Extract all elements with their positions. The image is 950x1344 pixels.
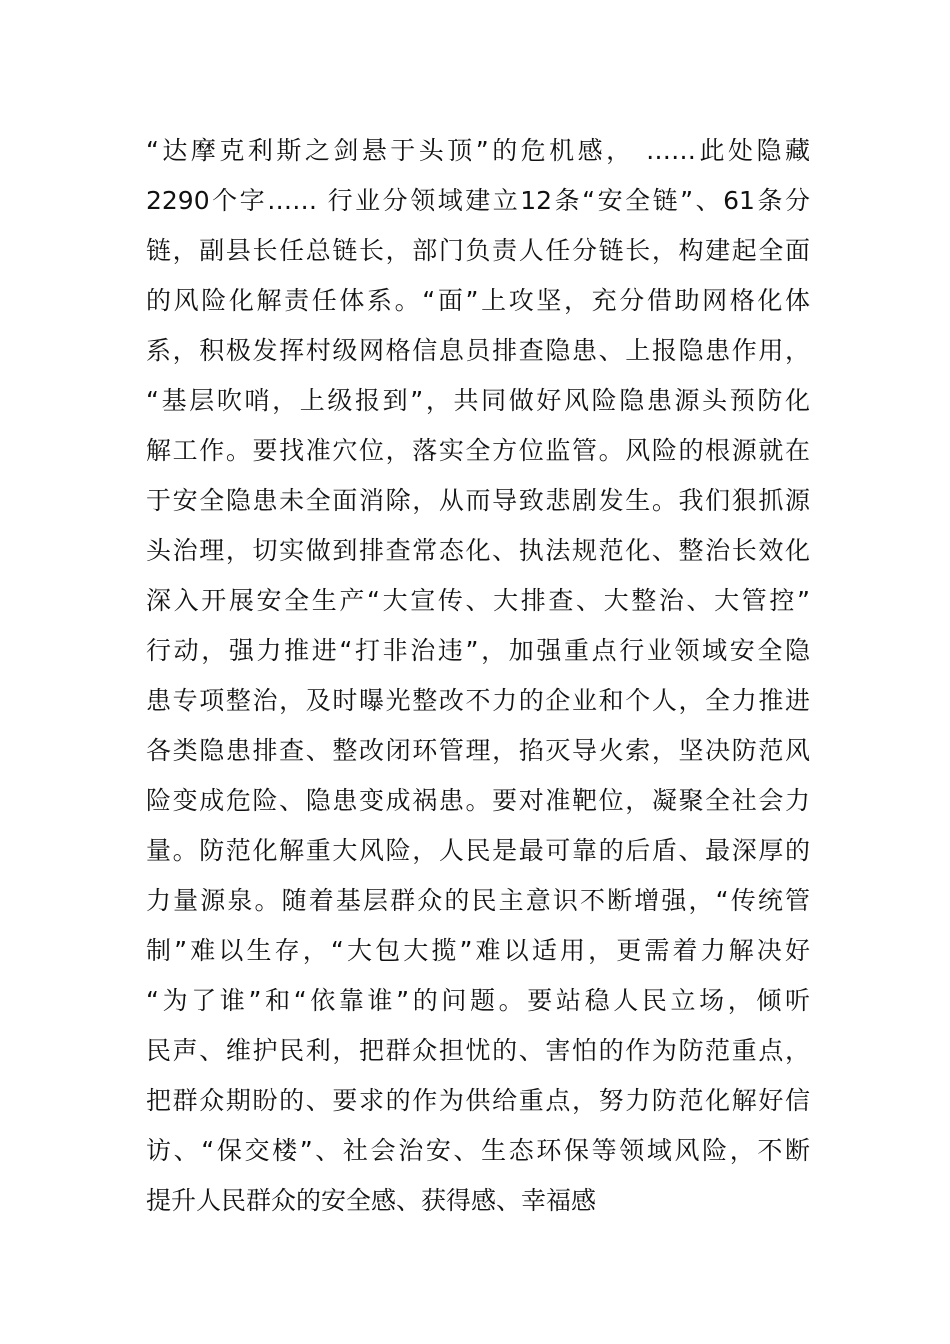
text-line-10: 深入开展安全生产“大宣传、大排查、大整治、大管控”	[146, 586, 810, 615]
text-line-21: 访、“保交楼”、社会治安、生态环保等领域风险，不断	[146, 1136, 810, 1165]
text-line-18: “为了谁”和“依靠谁”的问题。要站稳人民立场，倾听	[146, 986, 810, 1015]
text-line-19: 民声、维护民利，把群众担忧的、害怕的作为防范重点，	[146, 1036, 810, 1065]
text-line-15: 量。防范化解重大风险，人民是最可靠的后盾、最深厚的	[146, 836, 810, 865]
body-paragraph	[146, 126, 810, 1226]
text-line-6: “基层吹哨，上级报到”，共同做好风险隐患源头预防化	[146, 386, 810, 415]
text-line-3: 链，副县长任总链长，部门负责人任分链长，构建起全面	[146, 236, 810, 265]
text-line-7: 解工作。要找准穴位，落实全方位监管。风险的根源就在	[146, 436, 810, 465]
text-line-14: 险变成危险、隐患变成祸患。要对准靶位，凝聚全社会力	[146, 786, 810, 815]
text-line-8: 于安全隐患未全面消除，从而导致悲剧发生。我们狠抓源	[146, 486, 810, 515]
text-line-22: 提升人民群众的安全感、获得感、幸福感	[146, 1186, 597, 1215]
text-line-20: 把群众期盼的、要求的作为供给重点，努力防范化解好信	[146, 1086, 810, 1115]
text-line-1: “达摩克利斯之剑悬于头顶”的危机感， ……此处隐藏	[146, 136, 810, 165]
text-line-5: 系，积极发挥村级网格信息员排查隐患、上报隐患作用，	[146, 336, 810, 365]
text-line-11: 行动，强力推进“打非治违”，加强重点行业领域安全隐	[146, 636, 810, 665]
text-line-2: 2290个字…… 行业分领域建立12条“安全链”、61条分	[146, 186, 810, 215]
text-line-12: 患专项整治，及时曝光整改不力的企业和个人，全力推进	[146, 686, 810, 715]
text-line-9: 头治理，切实做到排查常态化、执法规范化、整治长效化	[146, 536, 810, 565]
text-line-17: 制”难以生存，“大包大揽”难以适用，更需着力解决好	[146, 936, 810, 965]
text-line-16: 力量源泉。随着基层群众的民主意识不断增强，“传统管	[146, 886, 810, 915]
text-line-4: 的风险化解责任体系。“面”上攻坚，充分借助网格化体	[146, 286, 810, 315]
text-line-13: 各类隐患排查、整改闭环管理，掐灭导火索，坚决防范风	[146, 736, 810, 765]
